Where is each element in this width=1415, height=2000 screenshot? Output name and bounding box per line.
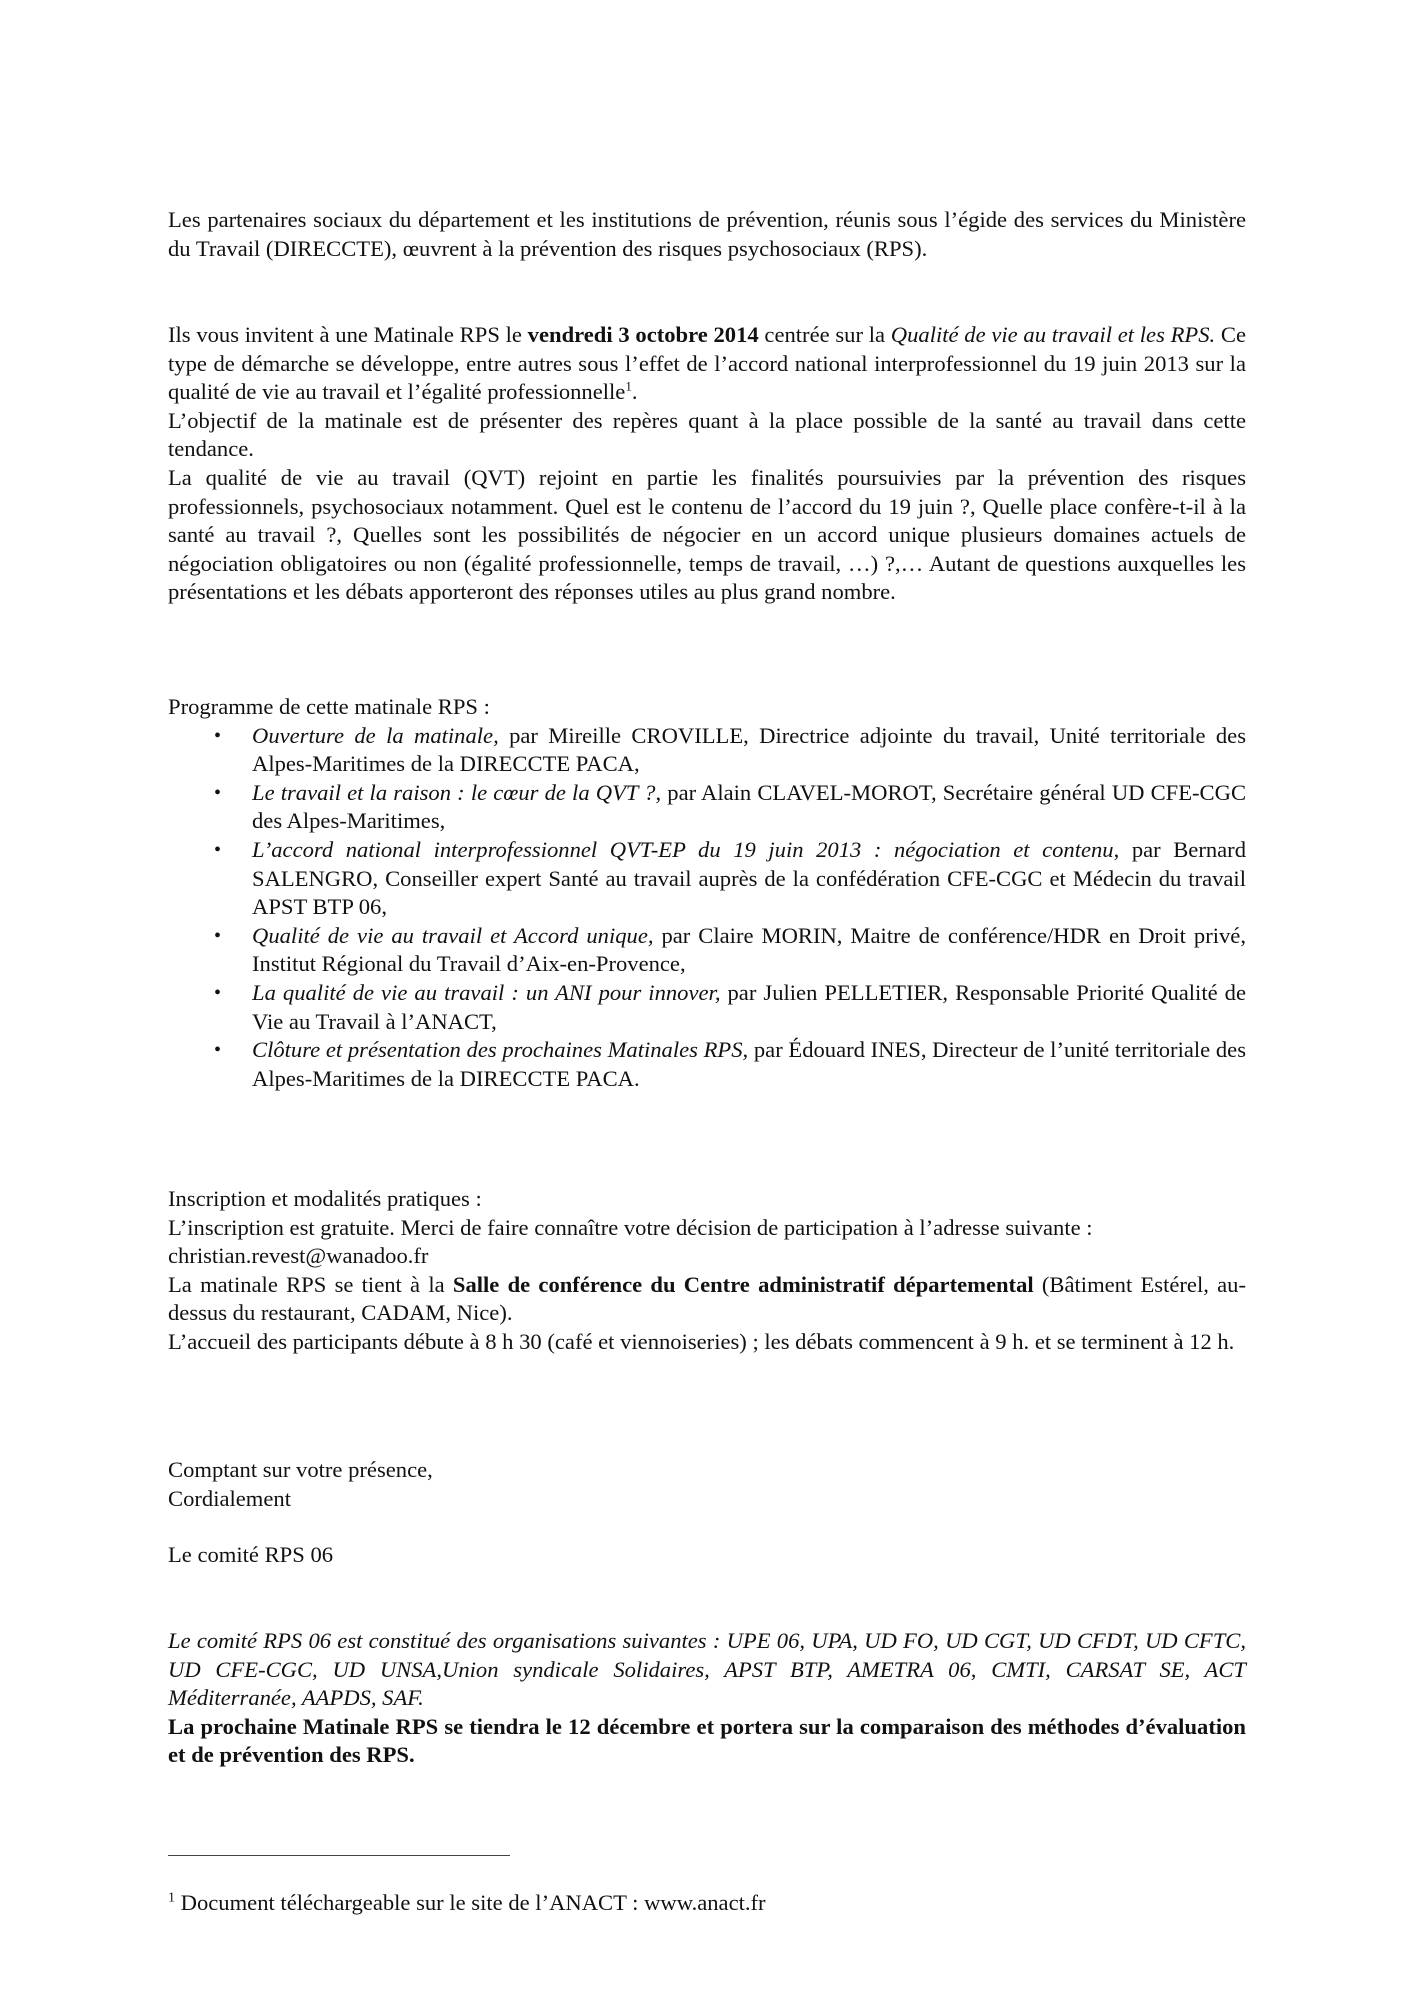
committee-members: Le comité RPS 06 est constitué des organisations suivantes : UPE 06, UPA, UD FO, UD CGT, UD CFDT, UD CFTC, UD CFE-CGC, UD UNSA,Union syndicale Solidaires, APST BTP, AMETRA 06, CMTI, CARSAT SE, ACT Méditerranée, AAPDS, SAF. <box>168 1628 1246 1711</box>
bullet-icon: • <box>214 724 222 747</box>
invitation-text-3: Ce type de démarche se développe, entre autres sous l’effet de l’accord national interprofessionnel du 19 juin 2013 sur la qualité de vie au travail et l’égalité professionnelle <box>168 322 1247 405</box>
bullet-icon: • <box>214 1039 222 1062</box>
closing-line-1: Comptant sur votre présence, <box>168 1457 433 1482</box>
objective-paragraph: L’objectif de la matinale est de présenter des repères quant à la place possible de la santé au travail dans cette tendance. <box>168 407 1246 462</box>
invitation-text-2: centrée sur la <box>758 322 891 347</box>
programme-item <box>168 779 1246 836</box>
invitation-text-1: Ils vous invitent à une Matinale RPS le <box>168 322 528 347</box>
programme-list <box>168 722 1246 1094</box>
committee-section <box>168 1627 1246 1770</box>
programme-item-title: L’accord national interprofessionnel QVT-EP du 19 juin 2013 : négociation et contenu <box>252 836 1114 862</box>
footnote-number: 1 <box>168 1890 175 1906</box>
event-date: vendredi 3 octobre 2014 <box>527 322 759 347</box>
programme-item-speaker: , par Alain CLAVEL-MOROT, Secrétaire général UD CFE-CGC des Alpes-Maritimes, <box>252 779 1247 834</box>
footnote <box>168 1889 1246 1917</box>
bullet-icon: • <box>214 838 222 861</box>
programme-item <box>168 922 1246 979</box>
closing-line-2: Cordialement <box>168 1485 291 1511</box>
programme-item <box>168 836 1246 922</box>
schedule-paragraph: L’accueil des participants débute à 8 h 30 (café et viennoiseries) ; les débats commencent à 9 h. et se terminent à 12 h. <box>168 1328 1235 1354</box>
venue-name: Salle de conférence du Centre administratif départemental <box>452 1271 1034 1297</box>
invitation-text-4: . <box>631 379 638 405</box>
programme-section <box>168 693 1246 1093</box>
programme-heading: Programme de cette matinale RPS : <box>168 694 490 719</box>
closing-section <box>168 1456 1246 1513</box>
intro-paragraph: Les partenaires sociaux du département et les institutions de prévention, réunis sous l’égide des services du Ministère du Travail (DIRECCTE), œuvrent à la prévention des risques psychosociaux (RPS). <box>168 207 1246 261</box>
programme-item <box>168 1036 1246 1093</box>
programme-item-speaker: par Julien PELLETIER, Responsable Priorité Qualité de Vie au Travail à l’ANACT, <box>252 979 1246 1034</box>
venue-paragraph <box>168 1271 1246 1328</box>
venue-text-1: La matinale RPS se tient à la <box>168 1271 453 1297</box>
programme-item-title: Ouverture de la matinale, <box>252 722 499 748</box>
programme-item-speaker: par Édouard INES, Directeur de l’unité territoriale des Alpes-Maritimes de la DIRECCTE PACA. <box>252 1037 1246 1091</box>
programme-item-title: Le travail et la raison : le cœur de la QVT ? <box>252 779 656 805</box>
qvt-paragraph: La qualité de vie au travail (QVT) rejoint en partie les finalités poursuivies par la prévention des risques professionnels, psychosociaux notamment. Quel est le contenu de l’accord du 19 juin ?, Quelle place confère-t-il à la santé au travail ?, Quelles sont les possibilités de négocier en un accord unique plusieurs domaines actuels de négociation obligatoires ou non (égalité professionnelle, temps de travail, …) ?,… Autant de questions auxquelles les présentations et les débats apporteront des réponses utiles au plus grand nombre. <box>168 464 1246 605</box>
programme-item-title: Clôture et présentation des prochaines Matinales RPS, <box>252 1037 749 1063</box>
invitation-section <box>168 321 1246 607</box>
inscription-section <box>168 1185 1246 1357</box>
venue-text-2: (Bâtiment Estérel, au-dessus du restaurant, CADAM, Nice). <box>168 1271 1246 1326</box>
invitation-paragraph <box>168 321 1246 407</box>
programme-item-speaker: , par Bernard SALENGRO, Conseiller expert Santé au travail auprès de la confédération CFE-CGC et Médecin du travail APST BTP 06, <box>252 836 1246 920</box>
programme-item-title: Qualité de vie au travail et Accord unique, <box>252 922 654 948</box>
bullet-icon: • <box>214 981 222 1004</box>
programme-item-speaker: par Claire MORIN, Maitre de conférence/HDR en Droit privé, Institut Régional du Travail d’Aix-en-Provence, <box>252 922 1246 977</box>
bullet-icon: • <box>214 924 222 947</box>
footnote-text: Document téléchargeable sur le site de l’ANACT : www.anact.fr <box>175 1889 766 1915</box>
contact-email[interactable]: christian.revest@wanadoo.fr <box>168 1243 429 1269</box>
signature: Le comité RPS 06 <box>168 1542 334 1567</box>
next-matinale: La prochaine Matinale RPS se tiendra le 12 décembre et portera sur la comparaison des méthodes d’évaluation et de prévention des RPS. <box>168 1713 1246 1768</box>
bullet-icon: • <box>214 781 222 804</box>
inscription-heading: Inscription et modalités pratiques : <box>168 1186 482 1211</box>
event-theme: Qualité de vie au travail et les RPS. <box>890 322 1216 347</box>
footnote-separator <box>168 1855 510 1856</box>
programme-item <box>168 722 1246 779</box>
programme-item-title: La qualité de vie au travail : un ANI pour innover, <box>252 979 721 1005</box>
footnote-reference[interactable]: 1 <box>625 378 632 394</box>
programme-item-speaker: par Mireille CROVILLE, Directrice adjointe du travail, Unité territoriale des Alpes-Maritimes de la DIRECCTE PACA, <box>252 722 1246 777</box>
inscription-free: L’inscription est gratuite. Merci de faire connaître votre décision de participation à l’adresse suivante : <box>168 1214 1093 1240</box>
programme-item <box>168 979 1246 1036</box>
